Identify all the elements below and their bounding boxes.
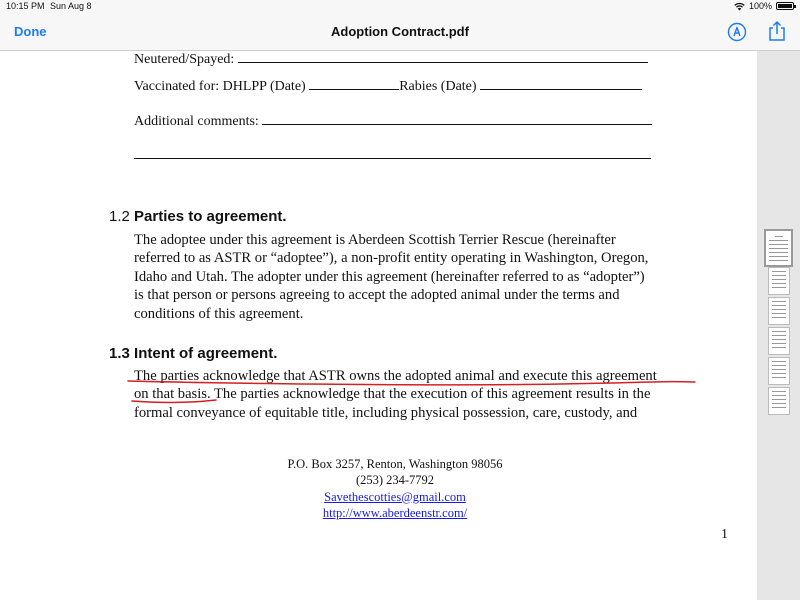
- comments-blank-line-2[interactable]: [134, 158, 651, 159]
- section-1-2-number: 1.2: [109, 208, 130, 225]
- paragraph-line: The parties acknowledge that ASTR owns the adopted animal and execute this agreement: [134, 368, 657, 384]
- page-footer: [240, 456, 550, 521]
- comments-field: [134, 112, 652, 130]
- neutered-field: [134, 51, 648, 68]
- footer-email-link[interactable]: Savethescotties@gmail.com: [324, 489, 466, 504]
- rabies-date-blank[interactable]: [480, 77, 642, 90]
- page-thumbnail-3[interactable]: [768, 297, 790, 325]
- comments-blank[interactable]: [262, 112, 652, 125]
- paragraph-line: on that basis. The parties acknowledge that the execution of this agreement results in the: [134, 386, 651, 403]
- footer-address: P.O. Box 3257, Renton, Washington 98056: [287, 457, 503, 471]
- section-1-3-number: 1.3: [109, 345, 130, 362]
- section-1-3-text: [134, 367, 657, 422]
- page-number: 1: [721, 527, 728, 542]
- wifi-icon: [734, 2, 745, 11]
- page-thumbnail-4[interactable]: [768, 327, 790, 355]
- page-thumbnail-1[interactable]: [764, 229, 793, 267]
- paragraph-line: is that person or persons agreeing to accept the adopted animal under the terms and: [134, 287, 620, 304]
- section-1-2-title: Parties to agreement.: [134, 208, 287, 225]
- done-button[interactable]: Done: [14, 24, 47, 39]
- status-right: [734, 1, 794, 11]
- comments-label: Additional comments:: [134, 114, 259, 129]
- paragraph-line: referred to as ASTR or “adoptee”), a non-profit entity operating in Washington, Oregon,: [134, 250, 649, 267]
- footer-website-link[interactable]: http://www.aberdeenstr.com/: [322, 505, 468, 520]
- status-time: 10:15 PM: [6, 1, 45, 11]
- section-1-3-title: Intent of agreement.: [134, 345, 278, 362]
- dhlpp-date-blank[interactable]: [309, 77, 399, 90]
- document-title: Adoption Contract.pdf: [331, 24, 469, 39]
- rabies-label: Rabies (Date): [399, 79, 477, 94]
- status-date: Sun Aug 8: [50, 1, 92, 11]
- vaccinated-label: Vaccinated for: DHLPP (Date): [134, 79, 306, 94]
- page-thumbnail-2[interactable]: [768, 267, 790, 295]
- paragraph-line: formal conveyance of equitable title, including physical possession, care, custody, and: [134, 404, 638, 421]
- footer-phone: (253) 234-7792: [355, 473, 435, 488]
- battery-icon: [776, 2, 794, 10]
- share-icon[interactable]: [767, 20, 787, 42]
- section-1-2-text: [134, 231, 648, 323]
- paragraph-line: Idaho and Utah. The adopter under this agreement (hereinafter referred to as “adopter”): [134, 268, 645, 285]
- paragraph-line: conditions of this agreement.: [134, 305, 304, 322]
- nav-bar: [0, 14, 800, 51]
- paragraph-line: The adoptee under this agreement is Aberdeen Scottish Terrier Rescue (hereinafter: [134, 232, 616, 248]
- page-thumbnail-6[interactable]: [768, 387, 790, 415]
- neutered-label: Neutered/Spayed:: [134, 52, 235, 67]
- status-bar: [0, 0, 800, 14]
- battery-percent: 100%: [748, 1, 772, 11]
- section-1-3-heading: [109, 345, 277, 362]
- thumbnail-sidebar[interactable]: [757, 51, 800, 600]
- markup-icon[interactable]: [727, 22, 747, 42]
- page-thumbnail-5[interactable]: [768, 357, 790, 385]
- section-1-2-heading: [109, 208, 287, 225]
- vaccinated-field: [134, 77, 642, 95]
- neutered-blank[interactable]: [238, 51, 648, 63]
- pdf-page[interactable]: [0, 51, 757, 600]
